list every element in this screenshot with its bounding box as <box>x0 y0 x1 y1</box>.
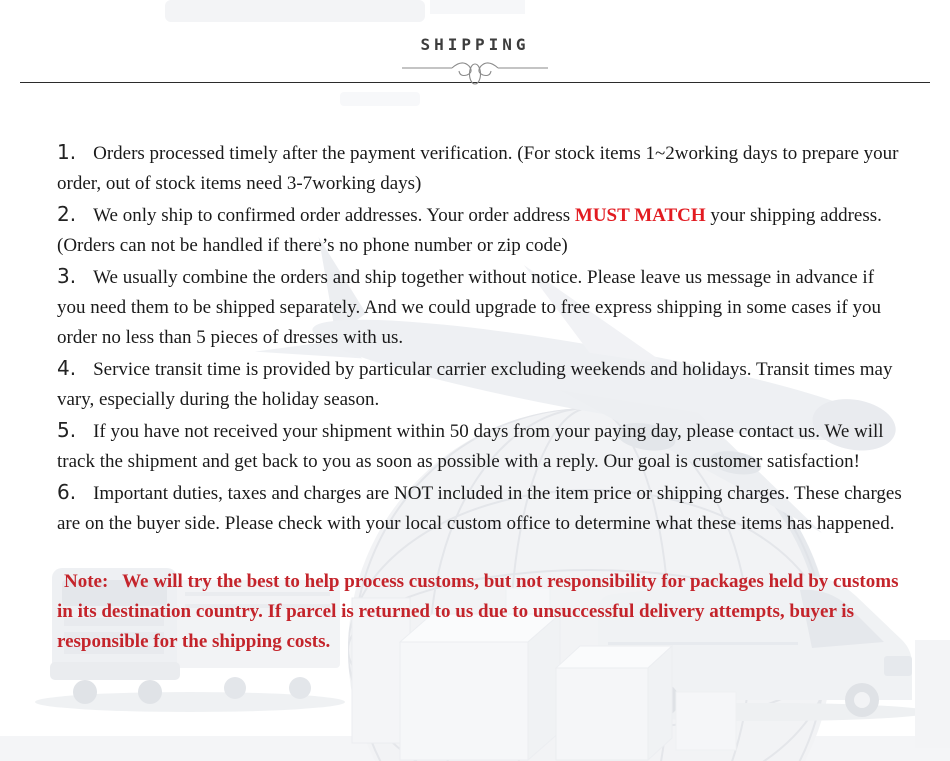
policy-text: Orders processed timely after the payment verification. (For stock items 1~2working days to prepare your order, out of stock items need 3-7working days) <box>57 143 904 194</box>
policy-item-number: 6. <box>57 480 77 504</box>
policy-list <box>57 137 907 539</box>
policy-text: We only ship to confirmed order addresses. Your order address <box>93 205 575 226</box>
policy-item <box>57 415 904 477</box>
policy-item <box>57 477 907 539</box>
policy-item <box>57 353 904 415</box>
note-text: We will try the best to help process customs, but not responsibility for packages held by customs in its destination country. If parcel is returned to us due to unsuccessful delivery attempts, buyer is responsible for the shipping costs. <box>57 571 904 652</box>
policy-item-number: 5. <box>57 418 77 442</box>
policy-item-number: 2. <box>57 202 77 226</box>
policy-item-number: 1. <box>57 140 77 164</box>
must-match-highlight: MUST MATCH <box>574 205 706 226</box>
policy-text: your shipping address. (Orders can not be handled if there’s no phone number or zip code) <box>57 205 892 256</box>
page-title: SHIPPING <box>420 35 530 54</box>
divider-line <box>20 82 930 83</box>
policy-item-number: 4. <box>57 356 77 380</box>
policy-item-number: 3. <box>57 264 77 288</box>
policy-item <box>57 137 904 199</box>
policy-text: Service transit time is provided by particular carrier excluding weekends and holidays. Transit times may vary, especially during the holiday season. <box>57 359 898 410</box>
customs-note <box>57 567 904 657</box>
policy-text: We usually combine the orders and ship together without notice. Please leave us message in advance if you need them to be shipped separately. And we could upgrade to free express shipping in some cases if you order no less than 5 pieces of dresses with us. <box>57 267 886 348</box>
policy-text: If you have not received your shipment within 50 days from your paying day, please contact us. We will track the shipment and get back to you as soon as possible with a reply. Our goal is customer satisfaction! <box>57 421 889 472</box>
section-header <box>0 0 950 83</box>
policy-item <box>57 261 904 353</box>
policy-item <box>57 199 904 261</box>
policy-text: Important duties, taxes and charges are NOT included in the item price or shipping charges. These charges are on the buyer side. Please check with your local custom office to determine what these items has happened. <box>57 483 907 534</box>
note-label: Note: <box>64 571 114 592</box>
flourish-divider-icon <box>400 58 550 88</box>
